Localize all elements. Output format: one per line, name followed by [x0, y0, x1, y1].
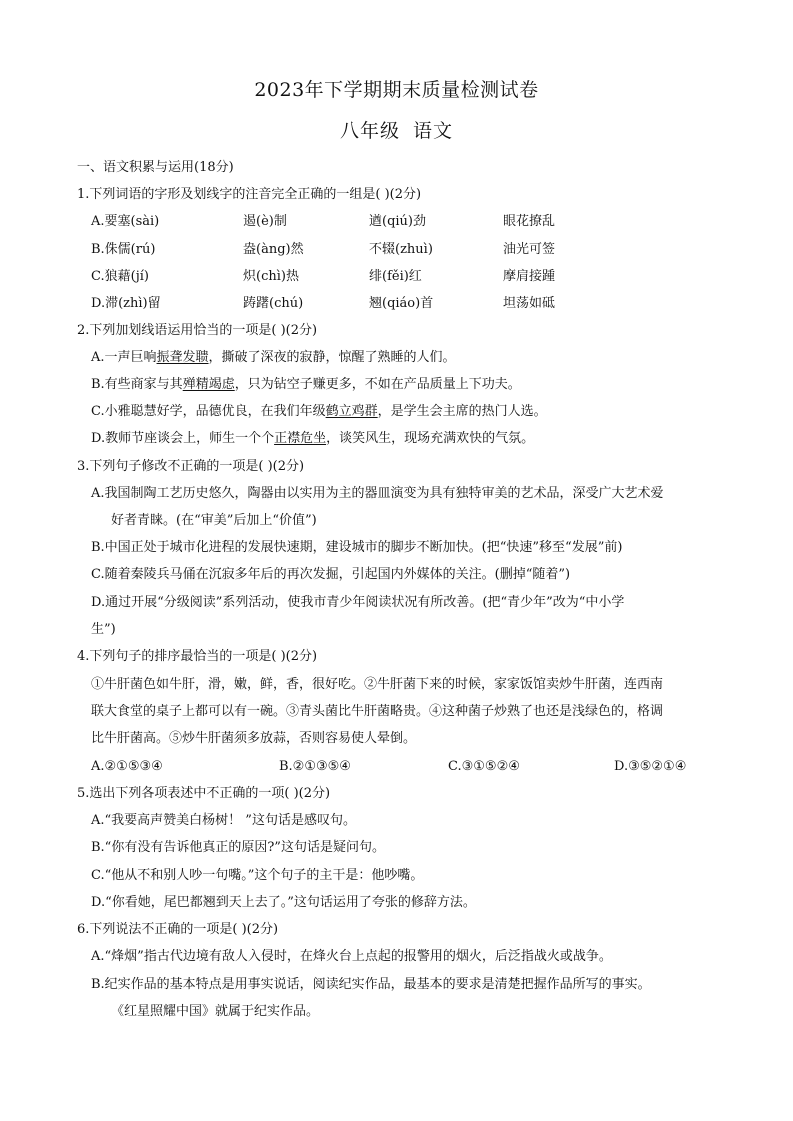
- q1-option-c: C.狼藉(jí): [91, 269, 149, 284]
- section-heading: 一、语文积累与运用(18分): [77, 160, 234, 175]
- q1-option-d-word-2: 踌躇(chú): [243, 296, 304, 311]
- q3-option-c: C.随着秦陵兵马俑在沉寂多年后的再次发掘，引起国内外媒体的关注。(删掉“随着”): [91, 567, 571, 582]
- q6-option-b: B.纪实作品的基本特点是用事实说话，阅读纪实作品，最基本的要求是清楚把握作品所写的事实。: [91, 977, 651, 992]
- q1-option-d-word-4: 坦荡如砥: [503, 296, 556, 311]
- q3-option-d-continued: 生”): [91, 622, 116, 637]
- question-1-stem: 1.下列词语的字形及划线字的注音完全正确的一组是( )(2分): [77, 187, 422, 202]
- q2-option-a: A.一声巨响振聋发聩，撕破了深夜的寂静，惊醒了熟睡的人们。: [91, 350, 456, 365]
- q5-option-c: C.“他从不和别人吵一句嘴。”这个句子的主干是：他吵嘴。: [91, 868, 424, 883]
- page-subtitle: 八年级 语文: [339, 120, 454, 142]
- q1-option-c-word-2: 炽(chì)热: [243, 269, 299, 284]
- q3-option-b: B.中国正处于城市化进程的发展快速期，建设城市的脚步不断加快。(把“快速”移至“发展”前): [91, 540, 623, 555]
- q5-option-b: B.“你有没有告诉他真正的原因?”这句话是疑问句。: [91, 840, 385, 855]
- q4-option-d: D.③⑤②①④: [614, 759, 687, 774]
- q2-option-c: C.小雅聪慧好学，品德优良，在我们年级鹤立鸡群，是学生会主席的热门人选。: [91, 404, 547, 419]
- q3-option-a-continued: 好者青睐。(在“审美”后加上“价值”): [111, 513, 317, 528]
- q1-option-b-word-4: 油光可签: [503, 242, 556, 257]
- q1-option-b-word-2: 盎(àng)然: [243, 242, 304, 257]
- q1-option-a: A.要塞(sài): [91, 214, 160, 229]
- q4-passage-line-1: ①牛肝菌色如牛肝，滑，嫩，鲜，香，很好吃。②牛肝菌下来的时候，家家饭馆卖炒牛肝菌，连西南: [91, 677, 664, 692]
- q1-option-a-word-2: 遏(è)制: [243, 214, 287, 229]
- question-3-stem: 3.下列句子修改不正确的一项是( )(2分): [77, 459, 305, 474]
- q6-option-b-continued: 《红星照耀中国》就属于纪实作品。: [111, 1004, 320, 1019]
- q4-option-a: A.②①⑤③④: [91, 759, 163, 774]
- q1-option-d: D.滞(zhì)留: [91, 296, 161, 311]
- q4-passage-line-3: 比牛肝菌高。⑤炒牛肝菌须多放蒜，否则容易使人晕倒。: [91, 731, 417, 746]
- q4-option-c: C.③①⑤②④: [448, 759, 520, 774]
- q5-option-d: D.“你看她，尾巴都翘到天上去了。”这句话运用了夸张的修辞方法。: [91, 895, 476, 910]
- q5-option-a: A.“我要高声赞美白杨树！ ”这句话是感叹句。: [91, 813, 356, 828]
- q6-option-a: A.“烽烟”指古代边境有敌人入侵时，在烽火台上点起的报警用的烟火，后泛指战火或战争。: [91, 949, 612, 964]
- q1-option-c-word-4: 摩肩接踵: [503, 269, 556, 284]
- question-2-stem: 2.下列加划线语运用恰当的一项是( )(2分): [77, 323, 318, 338]
- q1-option-a-word-4: 眼花撩乱: [503, 214, 556, 229]
- q1-option-c-word-3: 绯(fěi)红: [369, 269, 422, 284]
- page-title: 2023年下学期期末质量检测试卷: [254, 79, 539, 101]
- q4-option-b: B.②①③⑤④: [279, 759, 351, 774]
- q1-option-b: B.侏儒(rú): [91, 242, 156, 257]
- question-6-stem: 6.下列说法不正确的一项是( )(2分): [77, 922, 279, 937]
- q2-d-underlined-idiom: 正襟危坐: [274, 431, 327, 446]
- q2-c-underlined-idiom: 鹤立鸡群: [325, 404, 378, 419]
- q1-option-b-word-3: 不辍(zhuì): [369, 242, 433, 257]
- q2-a-underlined-idiom: 振聋发聩: [156, 350, 209, 365]
- q1-option-a-word-3: 遒(qiú)劲: [369, 214, 426, 229]
- question-4-stem: 4.下列句子的排序最恰当的一项是( )(2分): [77, 649, 318, 664]
- question-5-stem: 5.选出下列各项表述中不正确的一项( )(2分): [77, 786, 331, 801]
- q3-option-d: D.通过开展“分级阅读”系列活动，使我市青少年阅读状况有所改善。(把“青少年”改为“中小学: [91, 595, 625, 610]
- q2-option-b: B.有些商家与其殚精竭虑，只为钻空子赚更多，不如在产品质量上下功夫。: [91, 377, 521, 392]
- q3-option-a: A.我国制陶工艺历史悠久，陶器由以实用为主的器皿演变为具有独特审美的艺术品，深受广大艺术爱: [91, 486, 664, 501]
- q2-option-d: D.教师节座谈会上，师生一个个正襟危坐，谈笑风生，现场充满欢快的气氛。: [91, 431, 535, 446]
- q2-b-underlined-idiom: 殚精竭虑: [182, 377, 235, 392]
- q4-passage-line-2: 联大食堂的桌子上都可以有一碗。③青头菌比牛肝菌略贵。④这种菌子炒熟了也还是浅绿色的，格调: [91, 704, 664, 719]
- q1-option-d-word-3: 翘(qiáo)首: [369, 296, 434, 311]
